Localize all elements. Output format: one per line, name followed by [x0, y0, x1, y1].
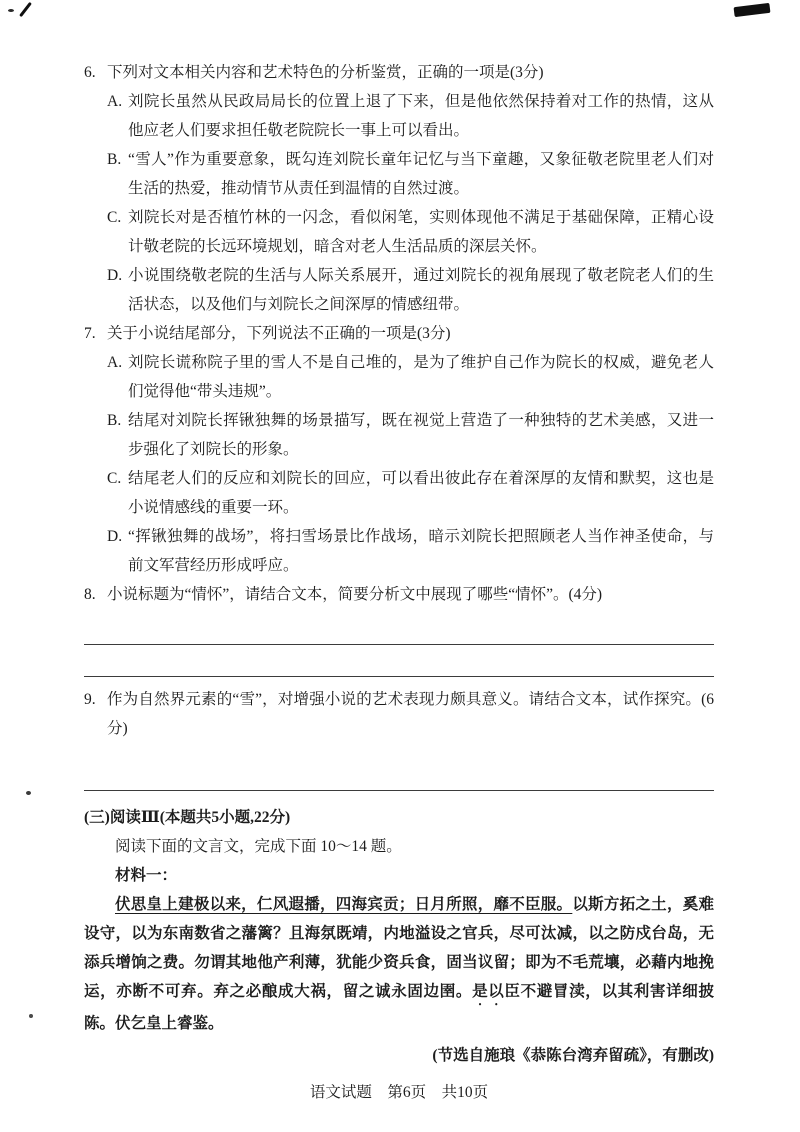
question-6-stem	[84, 58, 714, 87]
material-label: 材料一：	[115, 867, 178, 884]
option-text: 刘院长虽然从民政局局长的位置上退了下来，但是他依然保持着对工作的热情，这从他应老人们要求担任敬老院院长一事上可以看出。	[128, 93, 714, 139]
option-label: A.	[107, 93, 123, 110]
reading-instruction: 阅读下面的文言文，完成下面 10～14 题。	[115, 838, 402, 855]
question-number: 7.	[84, 325, 96, 342]
option-text: “挥锹独舞的战场”，将扫雪场景比作战场，暗示刘院长把照顾老人当作神圣使命，与前文军营经历形成呼应。	[128, 528, 714, 574]
option-label: B.	[107, 412, 122, 429]
option-text: “雪人”作为重要意象，既勾连刘院长童年记忆与当下童趣，又象征敬老院里老人们对生活的热爱，推动情节从责任到温情的自然过渡。	[128, 151, 714, 197]
source-attribution: (节选自施琅《恭陈台湾弃留疏》，有删改)	[432, 1047, 714, 1064]
question-stem-text: 下列对文本相关内容和艺术特色的分析鉴赏，正确的一项是(3分)	[107, 64, 544, 81]
option-label: A.	[107, 354, 123, 371]
question-9-answer-area	[84, 747, 714, 791]
emphasized-word: 是以	[472, 983, 505, 1000]
underlined-sentence: 伏思皇上建极以来，仁风遐播，四海宾贡；日月所照，靡不臣服。	[115, 896, 573, 913]
question-8	[84, 580, 714, 677]
scan-artifact-left-dot-2	[29, 1014, 33, 1018]
classical-text-body: 以斯方拓之土，奚难设守，以为东南数省之藩篱？且海氛既靖，内地溢设之官兵，尽可汰减，以之防戍台岛，无添兵增饷之费。勿谓其地他产利薄，犹能少资兵食，固当议留；即为不毛荒壤，必藉内地挽运，亦断不可弃。弃之必酿成大祸，留之诚永固边圉。	[84, 896, 714, 1000]
question-6	[84, 58, 714, 319]
question-7-option-d	[84, 522, 714, 580]
question-7-option-b	[84, 406, 714, 464]
answer-line	[84, 747, 714, 791]
question-7	[84, 319, 714, 580]
option-label: B.	[107, 151, 122, 168]
reading-section-3	[84, 803, 714, 1070]
question-6-option-c	[84, 203, 714, 261]
question-stem-text: 作为自然界元素的“雪”，对增强小说的艺术表现力颇具意义。请结合文本，试作探究。(6分)	[107, 691, 714, 737]
question-stem-text: 小说标题为“情怀”，请结合文本，简要分析文中展现了哪些“情怀”。(4分)	[107, 586, 603, 603]
section-heading: (三)阅读Ⅲ(本题共5小题,22分)	[84, 809, 291, 826]
option-text: 刘院长对是否植竹林的一闪念，看似闲笔，实则体现他不满足于基础保障，正精心设计敬老院的长远环境规划，暗含对老人生活品质的深层关怀。	[128, 209, 714, 255]
question-6-option-b	[84, 145, 714, 203]
question-9-stem	[84, 685, 714, 743]
option-label: C.	[107, 209, 122, 226]
question-number: 6.	[84, 64, 96, 81]
option-text: 小说围绕敬老院的生活与人际关系展开，通过刘院长的视角展现了敬老院老人们的生活状态，以及他们与刘院长之间深厚的情感纽带。	[128, 267, 714, 313]
answer-line	[84, 645, 714, 677]
question-7-option-c	[84, 464, 714, 522]
question-number: 9.	[84, 691, 96, 708]
option-label: C.	[107, 470, 122, 487]
option-text: 结尾对刘院长挥锹独舞的场景描写，既在视觉上营造了一种独特的艺术美感，又进一步强化了刘院长的形象。	[128, 412, 714, 458]
question-8-answer-area	[84, 613, 714, 677]
question-7-option-a	[84, 348, 714, 406]
scan-artifact-left-dot	[26, 791, 31, 795]
question-8-stem	[84, 580, 714, 609]
option-label: D.	[107, 267, 123, 284]
question-7-stem	[84, 319, 714, 348]
scan-artifact-top-left-dot	[8, 9, 14, 12]
option-text: 刘院长谎称院子里的雪人不是自己堆的，是为了维护自己作为院长的权威，避免老人们觉得他“带头违规”。	[128, 354, 714, 400]
option-text: 结尾老人们的反应和刘院长的回应，可以看出彼此存在着深厚的友情和默契，这也是小说情感线的重要一环。	[128, 470, 714, 516]
classical-text	[84, 890, 714, 1038]
page-footer: 语文试题 第6页 共10页	[309, 1084, 489, 1101]
question-6-option-d	[84, 261, 714, 319]
option-label: D.	[107, 528, 123, 545]
question-9	[84, 685, 714, 791]
classical-text-end: 臣不避冒渎，以其利害详细披陈。伏乞皇上睿鉴。	[84, 983, 714, 1032]
question-stem-text: 关于小说结尾部分，下列说法不正确的一项是(3分)	[107, 325, 451, 342]
question-number: 8.	[84, 586, 96, 603]
question-6-option-a	[84, 87, 714, 145]
answer-line	[84, 613, 714, 645]
